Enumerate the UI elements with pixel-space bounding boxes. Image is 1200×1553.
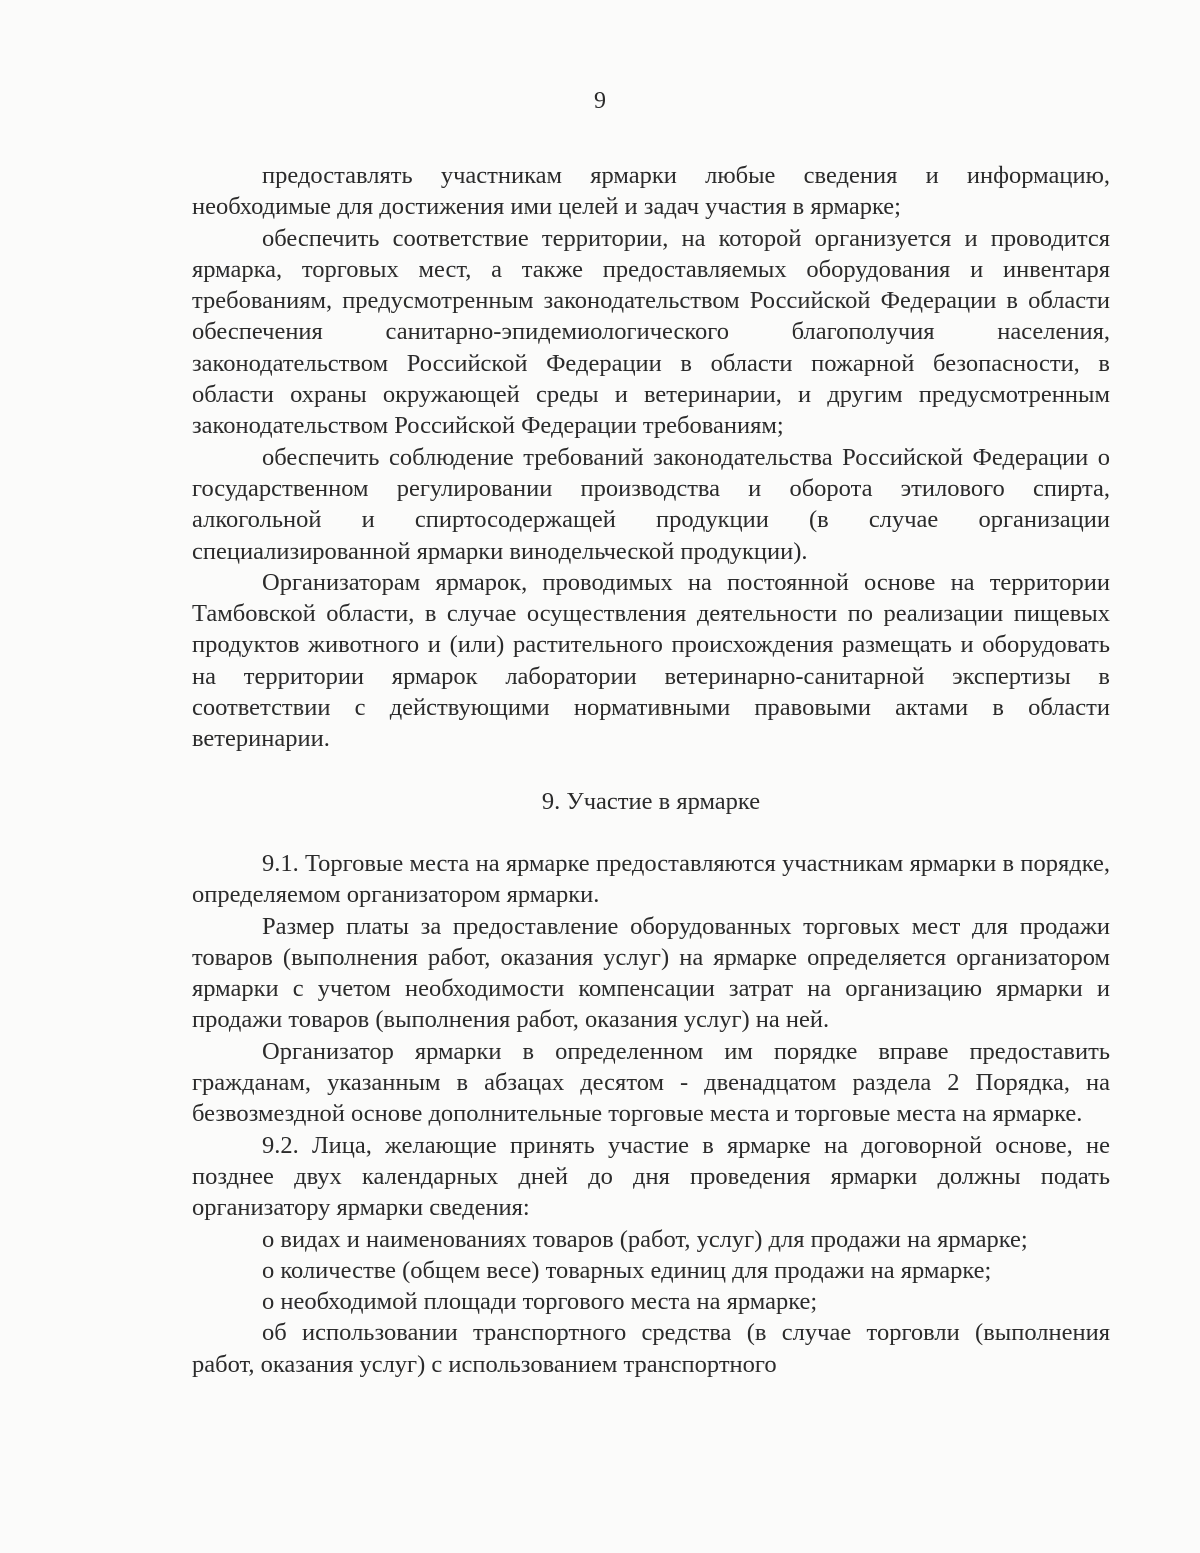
paragraph: о необходимой площади торгового места на ярмарке; <box>262 1288 818 1316</box>
paragraph: 9.1. Торговые места на ярмарке предоставляются участникам ярмарки в порядке, определяемом организатором ярмарки. <box>192 849 1110 909</box>
paragraph: обеспечить соблюдение требований законодательства Российской Федерации о государственном регулировании производства и оборота этилового спирта, алкогольной и спиртосодержащей продукции (в случае организации специализированной ярмарки винодельческой продукции). <box>192 443 1110 565</box>
paragraph: об использовании транспортного средства (в случае торговли (выполнения работ, оказания услуг) с использованием транспортного <box>192 1319 1110 1378</box>
paragraph: обеспечить соответствие территории, на которой организуется и проводится ярмарка, торговых мест, а также предоставляемых оборудования и инвентаря требованиям, предусмотренным законодательством Российской Федерации в области обеспечения санитарно-эпидемиологического благополучия населения, законодательством Российской Федерации в области пожарной безопасности, в области охраны окружающей среды и ветеринарии, и другим предусмотренным законодательством Российской Федерации требованиям; <box>192 224 1110 440</box>
paragraph: Размер платы за предоставление оборудованных торговых мест для продажи товаров (выполнения работ, оказания услуг) на ярмарке определяется организатором ярмарки с учетом необходимости компенсации затрат на организацию ярмарки и продажи товаров (выполнения работ, оказания услуг) на ней. <box>192 912 1110 1034</box>
document-body <box>192 160 1110 1380</box>
paragraph: о количестве (общем весе) товарных единиц для продажи на ярмарке; <box>262 1256 992 1284</box>
paragraph: о видах и наименованиях товаров (работ, услуг) для продажи на ярмарке; <box>262 1225 1028 1253</box>
paragraph: Организатор ярмарки в определенном им порядке вправе предоставить гражданам, указанным в абзацах десятом - двенадцатом раздела 2 Порядка, на безвозмездной основе дополнительные торговые места и торговые места на ярмарке. <box>192 1037 1110 1128</box>
section-heading: 9. Участие в ярмарке <box>541 787 761 815</box>
paragraph: 9.2. Лица, желающие принять участие в ярмарке на договорной основе, не позднее двух календарных дней до дня проведения ярмарки должны подать организатору ярмарки сведения: <box>192 1131 1110 1222</box>
page-number: 9 <box>594 88 606 114</box>
paragraph: Организаторам ярмарок, проводимых на постоянной основе на территории Тамбовской области, в случае осуществления деятельности по реализации пищевых продуктов животного и (или) растительного происхождения размещать и оборудовать на территории ярмарок лаборатории ветеринарно-санитарной экспертизы в соответствии с действующими нормативными правовыми актами в области ветеринарии. <box>192 568 1110 753</box>
paragraph: предоставлять участникам ярмарки любые сведения и информацию, необходимые для достижения ими целей и задач участия в ярмарке; <box>192 162 1110 221</box>
